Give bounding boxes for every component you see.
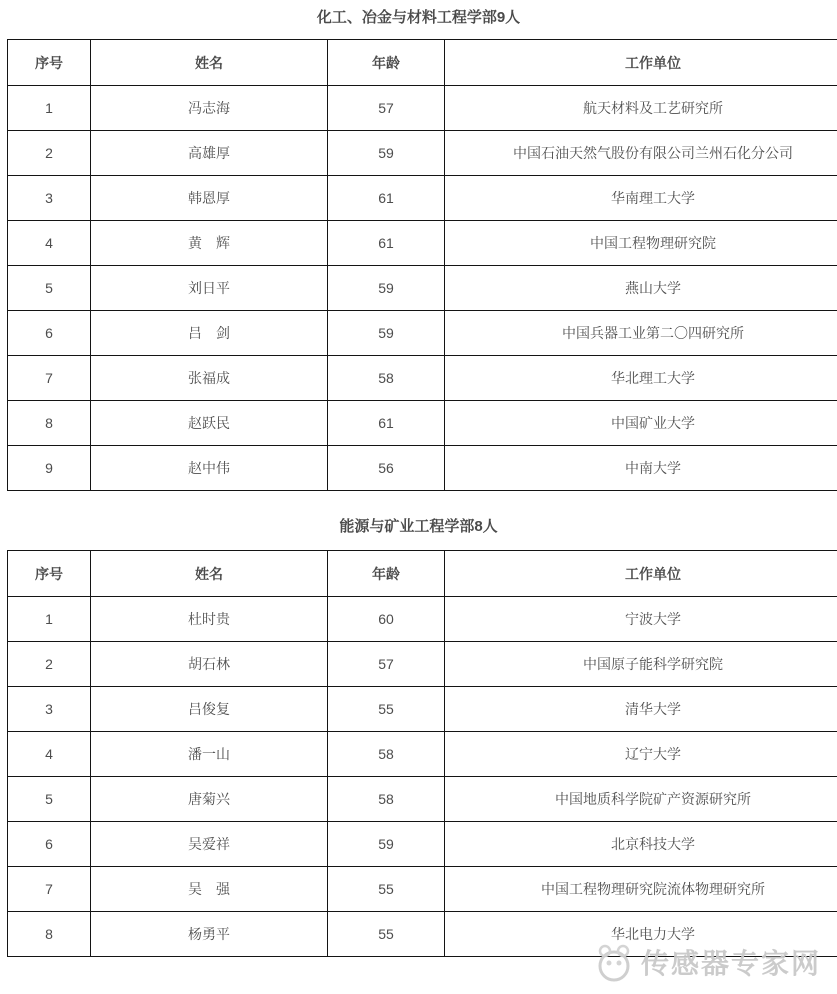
table-cell: 潘一山 [91, 732, 328, 777]
table-cell: 吴爱祥 [91, 822, 328, 867]
table-row [8, 266, 837, 311]
table-cell: 宁波大学 [445, 597, 837, 642]
table-row [8, 446, 837, 491]
table-cell: 燕山大学 [445, 266, 837, 311]
section-energy-mining [0, 491, 837, 957]
table-row [8, 642, 837, 687]
table-cell: 55 [328, 867, 445, 912]
table-row [8, 732, 837, 777]
table-cell: 9 [8, 446, 91, 491]
column-header: 序号 [8, 40, 91, 86]
table-cell: 57 [328, 642, 445, 687]
table-cell: 辽宁大学 [445, 732, 837, 777]
table-cell: 7 [8, 867, 91, 912]
section-title: 能源与矿业工程学部8人 [339, 518, 498, 535]
table-cell: 吕 剑 [91, 311, 328, 356]
table-row [8, 867, 837, 912]
table-cell: 华北理工大学 [445, 356, 837, 401]
table-cell: 4 [8, 732, 91, 777]
table-cell: 4 [8, 221, 91, 266]
table-cell: 中国工程物理研究院 [445, 221, 837, 266]
table-cell: 56 [328, 446, 445, 491]
table-cell: 8 [8, 401, 91, 446]
table-cell: 赵跃民 [91, 401, 328, 446]
table-cell: 2 [8, 131, 91, 176]
table-cell: 冯志海 [91, 86, 328, 131]
table-cell: 高雄厚 [91, 131, 328, 176]
table-cell: 航天材料及工艺研究所 [445, 86, 837, 131]
table-cell: 中国原子能科学研究院 [445, 642, 837, 687]
column-header: 年龄 [328, 551, 445, 597]
table-cell: 3 [8, 176, 91, 221]
table-row [8, 401, 837, 446]
table-cell: 杨勇平 [91, 912, 328, 957]
table-cell: 60 [328, 597, 445, 642]
table-cell: 杜时贵 [91, 597, 328, 642]
table-cell: 张福成 [91, 356, 328, 401]
table-row [8, 176, 837, 221]
table-cell: 北京科技大学 [445, 822, 837, 867]
column-header: 姓名 [91, 40, 328, 86]
table-row [8, 356, 837, 401]
table-cell: 55 [328, 687, 445, 732]
table-cell: 唐菊兴 [91, 777, 328, 822]
table-row [8, 131, 837, 176]
table-row [8, 311, 837, 356]
table-cell: 中国矿业大学 [445, 401, 837, 446]
table-row [8, 86, 837, 131]
table-cell: 58 [328, 732, 445, 777]
table-cell: 8 [8, 912, 91, 957]
table-cell: 清华大学 [445, 687, 837, 732]
table-cell: 58 [328, 777, 445, 822]
table-row [8, 777, 837, 822]
table-cell: 61 [328, 221, 445, 266]
table-cell: 刘日平 [91, 266, 328, 311]
table-cell: 中南大学 [445, 446, 837, 491]
table-row [8, 597, 837, 642]
table-cell: 7 [8, 356, 91, 401]
table-cell: 59 [328, 822, 445, 867]
table-row [8, 221, 837, 266]
table-cell: 韩恩厚 [91, 176, 328, 221]
table-cell: 胡石林 [91, 642, 328, 687]
table-cell: 6 [8, 822, 91, 867]
table-cell: 6 [8, 311, 91, 356]
table-cell: 1 [8, 597, 91, 642]
table-cell: 58 [328, 356, 445, 401]
table-cell: 61 [328, 401, 445, 446]
roster-table-chemical-metallurgy-materials [7, 39, 837, 491]
section-title: 化工、冶金与材料工程学部9人 [316, 9, 521, 26]
table-cell: 吕俊复 [91, 687, 328, 732]
table-cell: 5 [8, 777, 91, 822]
table-cell: 59 [328, 266, 445, 311]
table-cell: 61 [328, 176, 445, 221]
table-cell: 华北电力大学 [445, 912, 837, 957]
table-cell: 57 [328, 86, 445, 131]
table-cell: 中国地质科学院矿产资源研究所 [445, 777, 837, 822]
table-cell: 中国工程物理研究院流体物理研究所 [445, 867, 837, 912]
column-header: 姓名 [91, 551, 328, 597]
table-row [8, 822, 837, 867]
column-header: 工作单位 [445, 551, 837, 597]
column-header: 序号 [8, 551, 91, 597]
column-header: 工作单位 [445, 40, 837, 86]
table-cell: 59 [328, 131, 445, 176]
table-cell: 吴 强 [91, 867, 328, 912]
table-cell: 3 [8, 687, 91, 732]
section-chemical-metallurgy-materials [0, 0, 837, 491]
table-cell: 中国石油天然气股份有限公司兰州石化分公司 [445, 131, 837, 176]
table-cell: 59 [328, 311, 445, 356]
table-cell: 赵中伟 [91, 446, 328, 491]
table-cell: 1 [8, 86, 91, 131]
table-cell: 华南理工大学 [445, 176, 837, 221]
watermark-text: 传感器专家网 [640, 948, 821, 979]
table-cell: 5 [8, 266, 91, 311]
column-header: 年龄 [328, 40, 445, 86]
table-header-row [8, 551, 837, 597]
table-cell: 黄 辉 [91, 221, 328, 266]
table-cell: 中国兵器工业第二〇四研究所 [445, 311, 837, 356]
table-row [8, 912, 837, 957]
table-cell: 55 [328, 912, 445, 957]
roster-table-energy-mining [7, 550, 837, 957]
table-row [8, 687, 837, 732]
table-cell: 2 [8, 642, 91, 687]
table-header-row [8, 40, 837, 86]
